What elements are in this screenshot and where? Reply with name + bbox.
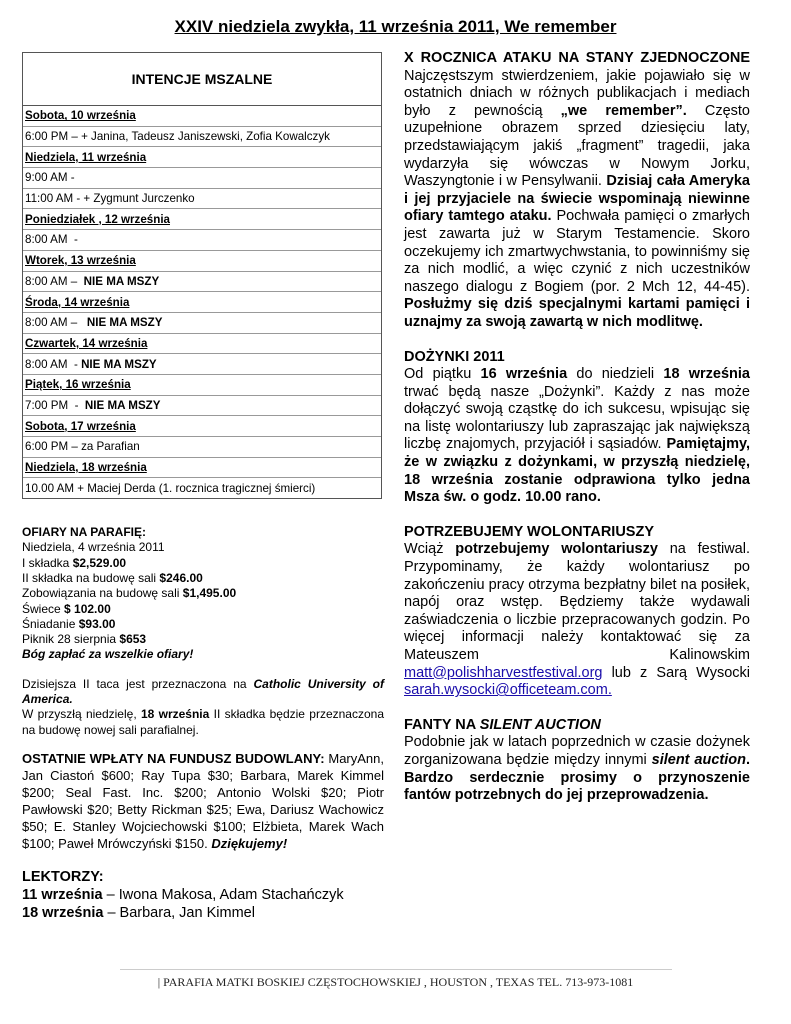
mass-day-row xyxy=(23,209,381,230)
mass-day-label: Czwartek, 14 września xyxy=(25,336,148,350)
mass-day-row xyxy=(23,458,381,479)
collection-note-1 xyxy=(22,677,384,708)
anniversary-text-2: Często uzupełnione obrazem sprzed dziesięciu laty, przedstawiającym jakiś „fragment” tragedii, jaka wydarzyła się wówczas w Nowym Jorku, Waszyngtonie i w Pensylwanii. xyxy=(404,102,750,190)
mass-day-row xyxy=(23,375,381,396)
anniversary-bold-2: Dzisiaj cała Ameryka i jej przyjaciele na świecie wspominają niewinne ofiary tamtego ataku. xyxy=(404,173,750,225)
building-fund-text: MaryAnn, Jan Ciastoń $600; Ray Tupa $30; Barbara, Marek Kimmel $200; Seal Fast. Inc. $200; Antonio Wolski $20; Piotr Pawłowski $20; Betty Rickman $25; Ewa, Dariusz Wachowicz $50; E. Stanley Wojciechowski $100; Elżbieta, Marek Wach $100; Paweł Mrówczyński $150. xyxy=(22,750,384,851)
mass-day-label: Sobota, 10 września xyxy=(25,109,136,123)
building-fund-section xyxy=(22,750,384,852)
volunteers-text xyxy=(404,541,750,699)
offering-amount: $246.00 xyxy=(159,570,203,585)
footer-text: PARAFIA MATKI BOSKIEJ CZĘSTOCHOWSKIEJ , HOUSTON , TEXAS TEL. 713-973-1081 xyxy=(163,975,634,989)
lectors-line-2-date: 18 września xyxy=(22,904,104,921)
auction-title-prefix: FANTY NA xyxy=(404,716,480,733)
volunteers-text-3: lub z Sarą Wysocki xyxy=(602,664,750,681)
collection-note-1-bold: Catholic University of America. xyxy=(22,676,384,707)
lectors-line-1-names: – Iwona Makosa, Adam Stachańczyk xyxy=(102,886,344,903)
mass-entry-row xyxy=(23,272,381,293)
mass-entry-row xyxy=(23,313,381,334)
collection-note-2-text: W przyszłą niedzielę, xyxy=(22,707,141,722)
offering-amount: $2,529.00 xyxy=(72,555,127,570)
collection-note-1-text: Dzisiejsza II taca jest przeznaczona na xyxy=(22,676,254,691)
auction-bold: . Bardzo serdecznie prosimy o przynoszenie fantów potrzebnych do jej przeprowadzenia. xyxy=(404,751,750,804)
footer-divider xyxy=(120,969,672,970)
mass-entry-text: 10.00 AM + Maciej Derda (1. rocznica tragicznej śmierci) xyxy=(25,481,316,495)
mass-intentions-table xyxy=(22,52,382,499)
mass-day-label: Sobota, 17 września xyxy=(25,419,136,433)
mass-entry-text: 6:00 PM – + Janina, Tadeusz Janiszewski, Zofia Kowalczyk xyxy=(25,130,330,144)
harvest-section xyxy=(404,349,750,507)
mass-entry-text: 8:00 AM – xyxy=(25,274,84,288)
harvest-text-2: do niedzieli xyxy=(567,366,664,383)
mass-entry-bold: NIE MA MSZY xyxy=(84,398,161,412)
auction-text xyxy=(404,734,750,804)
mass-entry-text: 8:00 AM - xyxy=(25,233,78,247)
building-fund-title: OSTATNIE WPŁATY NA FUNDUSZ BUDOWLANY: xyxy=(22,750,325,766)
anniversary-bold-3: Posłużmy się dziś specjalnymi kartami pamięci i uznajmy za swoją zawartą w nich modlitwę. xyxy=(404,296,750,330)
mass-day-row xyxy=(23,416,381,437)
mass-entry-row xyxy=(23,127,381,148)
harvest-bold-3: Pamiętajmy, że w związku z dożynkami, w przyszłą niedzielę, 18 września zostanie odprawiona tylko jedna Msza św. o godz. 10.00 rano. xyxy=(404,436,750,506)
mass-day-label: Niedziela, 11 września xyxy=(25,150,147,164)
offering-line xyxy=(22,540,384,555)
mass-entry-bold: NIE MA MSZY xyxy=(86,316,163,330)
auction-title xyxy=(404,717,750,735)
anniversary-text-3: Pochwała pamięci o zmarłych jest zawarta już w Starym Testamencie. Skoro oczekujemy ich zmartwychwstania, to powinniśmy się za nich modlić, a więc czynić z nich uczestników naszego dialogu z Bogiem (por. 2 Mch 12, 44-45). xyxy=(404,208,750,295)
offering-label: I składka xyxy=(22,555,73,570)
mass-entry-text: 6:00 PM – za Parafian xyxy=(25,440,140,454)
mass-entry-text: 8:00 AM – xyxy=(25,316,87,330)
mass-day-row xyxy=(23,251,381,272)
mass-entry-row xyxy=(23,189,381,210)
offering-amount: $93.00 xyxy=(78,616,116,631)
volunteers-text-1: Wciąż xyxy=(404,541,456,558)
offering-line xyxy=(22,632,384,647)
lectors-title: LEKTORZY: xyxy=(22,868,104,885)
anniversary-title: X ROCZNICA ATAKU NA STANY ZJEDNOCZONE xyxy=(404,50,750,66)
building-fund-thanks: Dziękujemy! xyxy=(211,835,288,851)
anniversary-bold-1: „we remember”. xyxy=(560,102,687,119)
mass-day-row xyxy=(23,106,381,127)
mass-entry-row xyxy=(23,168,381,189)
lectors-section xyxy=(22,868,384,922)
offering-line xyxy=(22,571,384,586)
collection-note-2 xyxy=(22,707,384,738)
lectors-line-2 xyxy=(22,904,384,922)
volunteers-title: POTRZEBUJEMY WOLONTARIUSZY xyxy=(404,523,654,540)
offering-amount: $653 xyxy=(119,632,147,647)
harvest-text xyxy=(404,366,750,507)
left-column xyxy=(22,52,384,922)
right-column xyxy=(404,50,750,805)
mass-intentions-title: INTENCJE MSZALNE xyxy=(23,53,381,106)
harvest-text-1: Od piątku xyxy=(404,366,481,383)
mass-day-label: Środa, 14 września xyxy=(25,295,130,309)
offering-label: Świece xyxy=(22,601,65,616)
offerings-lines xyxy=(22,540,384,647)
email-link-sarah[interactable]: sarah.wysocki@officeteam.com. xyxy=(404,682,612,699)
offering-line xyxy=(22,586,384,601)
footer-separator: | xyxy=(157,975,161,989)
mass-entry-text: 8:00 AM - xyxy=(25,357,82,371)
mass-day-label: Piątek, 16 września xyxy=(25,378,131,392)
harvest-bold-2: 18 września xyxy=(663,366,750,383)
volunteers-bold-1: potrzebujemy wolontariuszy xyxy=(455,541,658,558)
volunteers-text-2: na festiwal. Przypominamy, że każdy wolontariusz po zakończeniu pracy otrzyma bezpłatny bilet na posiłek, napój oraz wstęp. Będziemy także wydawali zaświadczenia o liczbie przepracowanych godzin. Po więcej informacji należy kontaktować się za Mateuszem Kalinowskim xyxy=(404,541,750,663)
mass-day-label: Niedziela, 18 września xyxy=(25,461,147,475)
lectors-line-2-names: – Barbara, Jan Kimmel xyxy=(103,904,255,921)
collection-note-2-suffix: II składka będzie przeznaczona na budowę nowej sali parafialnej. xyxy=(22,707,384,737)
harvest-text-3: trwać będą nasze „Dożynki”. Każdy z nas może dołączyć swoją cząstkę do ich sukcesu, wpisując się na listę wolontariuszy lub zapraszając jak największą liczbę znajomych, przyjaciół i sąsiadów. xyxy=(404,383,750,453)
anniversary-text-1: Najczęstszym stwierdzeniem, jakie pojawiało się w ostatnich dniach w różnych publikacjach i mediach było z pewnością xyxy=(404,67,750,119)
offering-label: II składka na budowę sali xyxy=(22,570,160,585)
mass-day-row xyxy=(23,334,381,355)
offerings-thanks: Bóg zapłać za wszelkie ofiary! xyxy=(22,647,194,662)
mass-entry-row xyxy=(23,230,381,251)
offering-label: Piknik 28 sierpnia xyxy=(22,632,120,647)
auction-text-1: Podobnie jak w latach poprzednich w czasie dożynek zorganizowana będzie między innymi xyxy=(404,734,750,768)
mass-entry-text: 9:00 AM - xyxy=(25,171,75,185)
mass-day-row xyxy=(23,292,381,313)
mass-entry-row xyxy=(23,396,381,417)
harvest-title: DOŻYNKI 2011 xyxy=(404,348,505,365)
offerings-title: OFIARY NA PARAFIĘ: xyxy=(22,525,147,540)
page-title: XXIV niedziela zwykła, 11 września 2011, We remember xyxy=(174,17,617,36)
mass-entry-text: 11:00 AM - + Zygmunt Jurczenko xyxy=(25,192,195,206)
offerings-section xyxy=(22,525,384,663)
offering-line xyxy=(22,556,384,571)
mass-entry-row xyxy=(23,354,381,375)
mass-entry-bold: NIE MA MSZY xyxy=(81,357,157,371)
auction-bold-italic: silent auction xyxy=(651,751,746,768)
mass-day-label: Wtorek, 13 września xyxy=(25,254,136,268)
volunteers-section xyxy=(404,524,750,700)
harvest-bold-1: 16 września xyxy=(480,366,568,383)
footer xyxy=(0,975,791,990)
auction-title-italic: SILENT AUCTION xyxy=(479,716,601,733)
offering-label: Śniadanie xyxy=(22,616,79,631)
anniversary-text xyxy=(404,68,750,332)
mass-entry-row xyxy=(23,478,381,498)
lectors-line-1 xyxy=(22,886,384,904)
offering-label: Zobowiązania na budowę sali xyxy=(22,586,183,601)
mass-rows xyxy=(23,106,381,498)
offering-line xyxy=(22,617,384,632)
lectors-line-1-date: 11 września xyxy=(22,886,103,903)
auction-section xyxy=(404,717,750,805)
mass-entry-row xyxy=(23,437,381,458)
mass-day-row xyxy=(23,147,381,168)
mass-day-label: Poniedziałek , 12 września xyxy=(25,212,170,226)
mass-entry-bold: NIE MA MSZY xyxy=(83,274,160,288)
mass-entry-text: 7:00 PM - xyxy=(25,398,85,412)
email-link-matt[interactable]: matt@polishharvestfestival.org xyxy=(404,664,603,681)
offering-amount: $1,495.00 xyxy=(182,586,237,601)
offering-line xyxy=(22,602,384,617)
anniversary-section xyxy=(404,50,750,332)
offering-amount: $ 102.00 xyxy=(64,601,111,616)
offering-label: Niedziela, 4 września 2011 xyxy=(22,540,165,555)
collection-note xyxy=(22,677,384,738)
collection-note-2-bold: 18 września xyxy=(140,707,210,722)
